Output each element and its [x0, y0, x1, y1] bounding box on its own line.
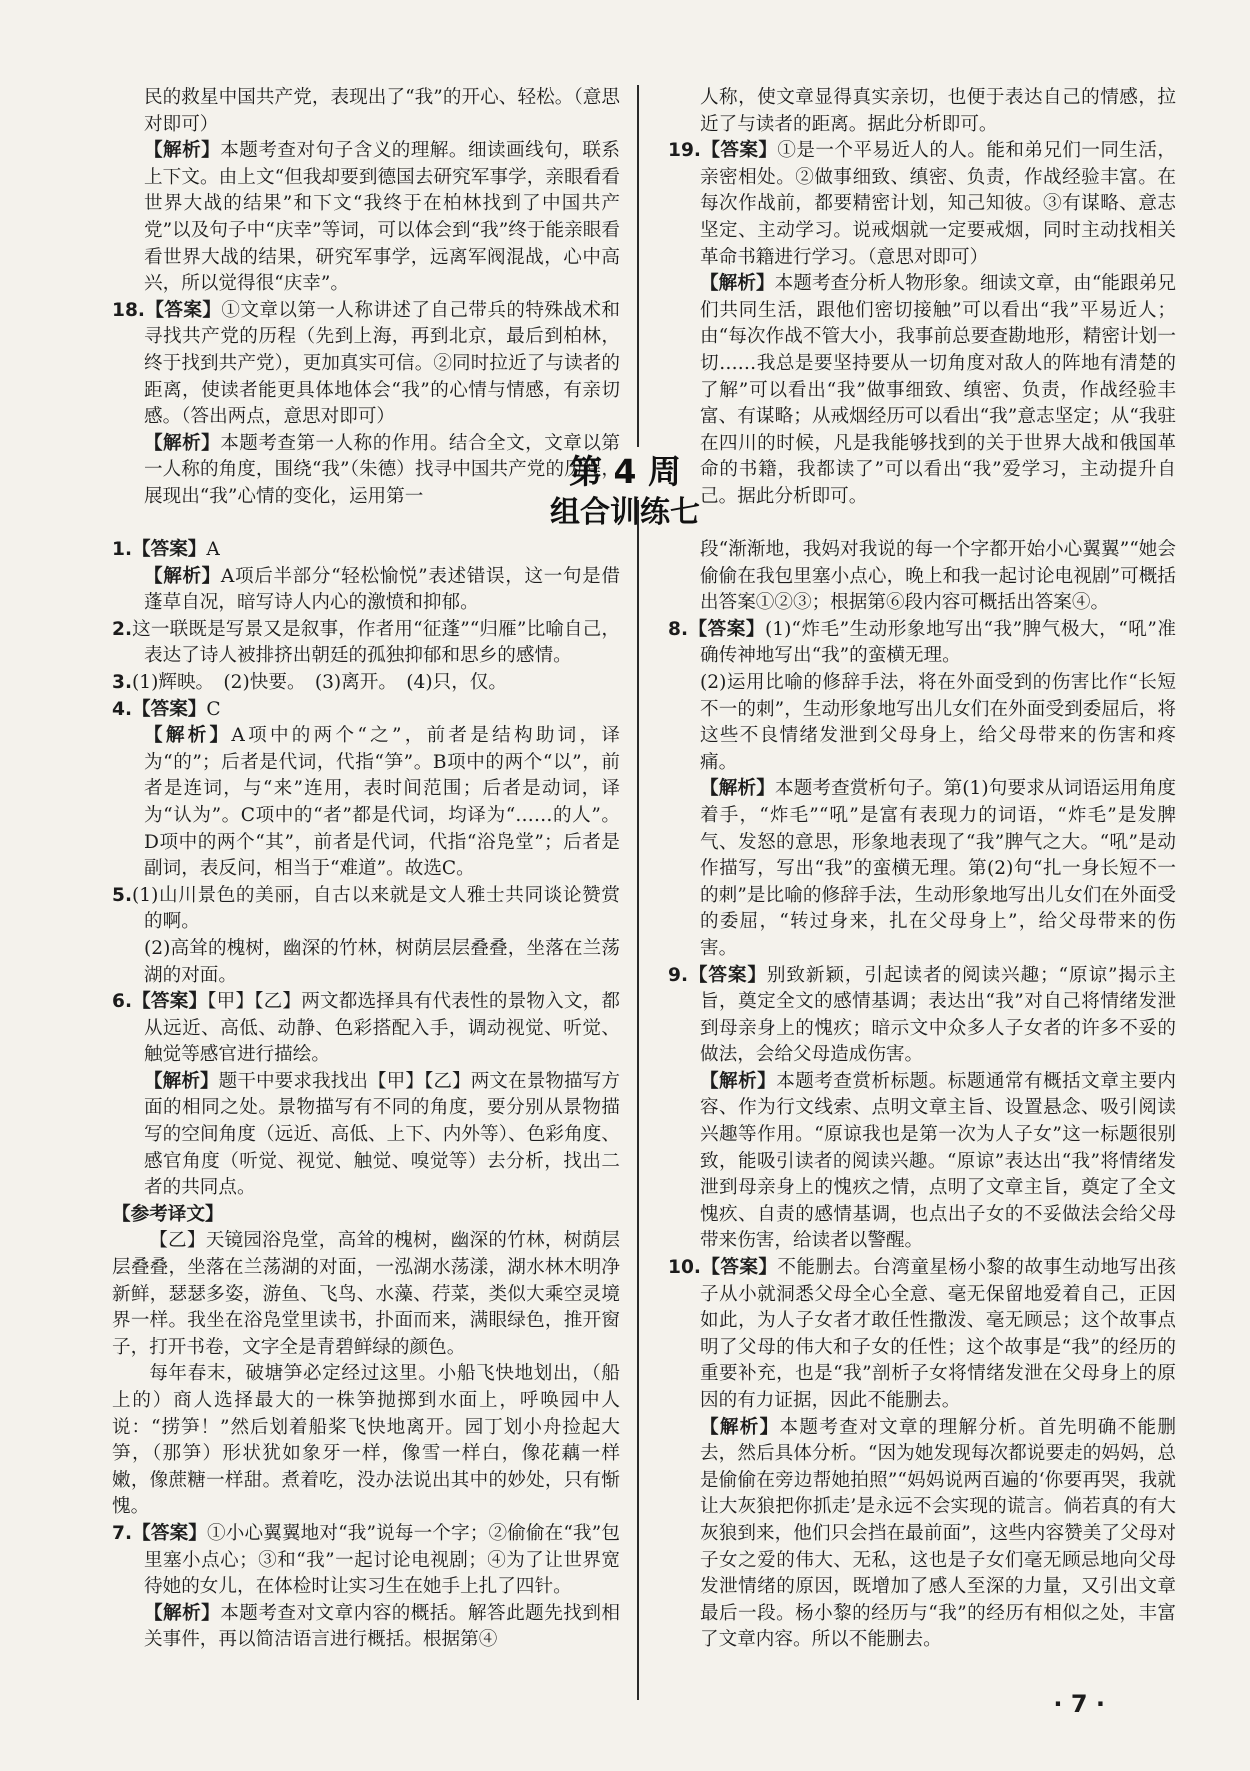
answer-paragraph — [112, 1228, 620, 1361]
answer-label: 18.【答案】 — [112, 299, 222, 321]
answer-paragraph — [668, 670, 1176, 776]
answer-paragraph — [112, 85, 620, 138]
top-left-column — [112, 85, 620, 511]
answer-text: ①文章以第一人称讲述了自己带兵的特殊战术和寻找共产党的历程（先到上海，再到北京，最后到柏林，终于找到共产党），更加真实可信。②同时拉近了与读者的距离，使读者能更具体地体会“我”的心情与情感，有亲切感。（答出两点，意思对即可） — [144, 299, 620, 428]
answer-paragraph — [112, 138, 620, 298]
answer-paragraph — [112, 723, 620, 883]
answer-text: (1)辉映。 (2)快要。 (3)离开。 (4)只，仅。 — [132, 671, 507, 693]
answer-label: 6.【答案】 — [112, 991, 208, 1013]
answer-label: 4.【答案】 — [112, 698, 207, 720]
section-title: 组合训练七 — [550, 495, 700, 530]
answer-paragraph — [112, 1521, 620, 1601]
answer-paragraph — [112, 1361, 620, 1521]
answer-label: 2. — [112, 618, 133, 640]
answer-text: 本题考查对文章的理解分析。首先明确不能删去，然后具体分析。“因为她发现每次都说要走的妈妈，总是偷偷在旁边帮她拍照”“妈妈说两百遍的‘你要再哭，我就让大灰狼把你抓走’是永远不会实现的谎言。倘若真的有大灰狼到来，他们只会挡在最前面”，这些内容赞美了父母对子女之爱的伟大、无私，这也是子女们毫无顾忌地向父母发泄情绪的原因，既增加了感人至深的力量，又引出文章最后一段。杨小黎的经历与“我”的经历有相似之处，丰富了文章内容。所以不能删去。 — [700, 1416, 1176, 1651]
answer-paragraph — [112, 617, 620, 670]
answer-label: 19.【答案】 — [668, 140, 778, 162]
answer-text: ①小心翼翼地对“我”说每一个字；②偷偷在“我”包里塞小点心；③和“我”一起讨论电视剧；④为了让世界宽待她的女儿，在体检时让实习生在她手上扎了四针。 — [144, 1522, 620, 1598]
answer-paragraph — [668, 1255, 1176, 1415]
answer-text: 本题考查对句子含义的理解。细读画线句，联系上下文。由上文“但我却要到德国去研究军事学，亲眼看看世界大战的结果”和下文“我终于在柏林找到了中国共产党”以及句子中“庆幸”等词，可以体会到“我”终于能亲眼看看世界大战的结果，研究军事学，远离军阀混战，心中高兴，所以觉得很“庆幸”。 — [144, 140, 620, 295]
answer-text: 本题考查分析人物形象。细读文章，由“能跟弟兄们共同生活，跟他们密切接触”可以看出“我”平易近人；由“每次作战不管大小，我事前总要查勘地形，精密计划一切……我总是要坚持要从一切角度对敌人的阵地有清楚的了解”可以看出“我”做事细致、缜密、负责，作战经验丰富、有谋略；从戒烟经历可以看出“我”意志坚定；从“我驻在四川的时候，凡是我能够找到的关于世界大战和俄国革命的书籍，我都读了”可以看出“我”爱学习，主动提升自己。据此分析即可。 — [700, 273, 1176, 507]
answer-paragraph — [112, 936, 620, 989]
answer-text: 段“渐渐地，我妈对我说的每一个字都开始小心翼翼”“她会偷偷在我包里塞小点心，晚上和我一起讨论电视剧”可概括出答案①②③；根据第⑥段内容可概括出答案④。 — [700, 539, 1176, 614]
answer-label: 【解析】 — [700, 273, 775, 295]
answer-paragraph — [668, 617, 1176, 670]
answer-label: 7.【答案】 — [112, 1522, 208, 1544]
answer-paragraph — [668, 537, 1176, 617]
answer-text: (2)高耸的槐树，幽深的竹林，树荫层层叠叠，坐落在兰荡湖的对面。 — [144, 937, 620, 986]
answer-text: 人称，使文章显得真实亲切，也便于表达自己的情感，拉近了与读者的距离。据此分析即可。 — [700, 87, 1176, 135]
answer-text: (2)运用比喻的修辞手法，将在外面受到的伤害比作“长短不一的刺”，生动形象地写出儿女们在外面受到委屈后，将这些不良情绪发泄到父母身上，给父母带来的伤害和疼痛。 — [700, 671, 1176, 773]
answer-text: 本题考查对文章内容的概括。解答此题先找到相关事件，再以简洁语言进行概括。根据第④ — [144, 1602, 620, 1651]
answer-label: 【解析】 — [144, 1070, 219, 1092]
answer-text: 别致新颖，引起读者的阅读兴趣；“原谅”揭示主旨，奠定全文的感情基调；表达出“我”对自己将情绪发泄到母亲身上的愧疚；暗示文中众多人子女者的许多不妥的做法，会给父母造成伤害。 — [700, 964, 1176, 1066]
answer-label: 5. — [112, 884, 133, 906]
answer-label: 【解析】 — [144, 565, 221, 587]
answer-label: 【解析】 — [144, 1602, 221, 1624]
answer-text: ①是一个平易近人的人。能和弟兄们一同生活，亲密相处。②做事细致、缜密、负责，作战经验丰富。在每次作战前，都要精密计划，知己知彼。③有谋略、意志坚定、主动学习。说戒烟就一定要戒烟，同时主动找相关革命书籍进行学习。（意思对即可） — [700, 140, 1176, 268]
answer-label: 【解析】 — [144, 432, 221, 454]
answer-text: 题干中要求我找出【甲】【乙】两文在景物描写方面的相同之处。景物描写有不同的角度，要分别从景物描写的空间角度（远近、高低、上下、内外等）、色彩角度、感官角度（听觉、视觉、触觉、嗅觉等）去分析，找出二者的共同点。 — [144, 1070, 620, 1199]
top-right-column — [668, 85, 1176, 511]
answer-paragraph — [112, 1601, 620, 1654]
answer-text: (1)山川景色的美丽，自古以来就是文人雅士共同谈论赞赏的啊。 — [132, 884, 620, 933]
answer-paragraph — [112, 537, 620, 564]
answer-text: 【乙】天镜园浴凫堂，高耸的槐树，幽深的竹林，树荫层层叠叠，坐落在兰荡湖的对面，一泓湖水荡漾，湖水林木明净新鲜，瑟瑟多姿，游鱼、飞鸟、水藻、荇菜，类似大乘空灵境界一样。我坐在浴凫堂里读书，扑面而来，满眼绿色，推开窗子，打开书卷，文字全是青碧鲜绿的颜色。 — [112, 1230, 620, 1358]
answer-paragraph — [112, 670, 620, 697]
answer-text: 民的救星中国共产党，表现出了“我”的开心、轻松。（意思对即可） — [144, 87, 620, 135]
answer-text: (1)“炸毛”生动形象地写出“我”脾气极大，“吼”准确传神地写出“我”的蛮横无理。 — [700, 618, 1176, 667]
answer-text: 不能删去。台湾童星杨小黎的故事生动地写出孩子从小就洞悉父母全心全意、毫无保留地爱着自己，正因如此，为人子女者才敢任性撒泼、毫无顾忌；这个故事点明了父母的伟大和子女的任性；这个故事是“我”的经历的重要补充，也是“我”剖析子女将情绪发泄在父母身上的原因的有力证据，因此不能删去。 — [700, 1257, 1176, 1411]
answer-paragraph — [112, 1202, 620, 1229]
week-heading: 第 4 周 — [569, 452, 681, 491]
answer-paragraph — [112, 883, 620, 936]
answer-label: 【解析】 — [700, 778, 775, 800]
column-divider-top — [637, 85, 639, 447]
answer-text: A项中的两个“之”，前者是结构助词，译为“的”；后者是代词，代指“笋”。B项中的两个“以”，前者是连词，与“来”连用，表时间范围；后者是动词，译为“认为”。C项中的“者”都是代词，均译为“……的人”。D项中的两个“其”，前者是代词，代指“浴凫堂”；后者是副词，表反问，相当于“难道”。故选C。 — [144, 725, 620, 880]
answer-paragraph — [668, 138, 1176, 271]
answer-paragraph — [668, 776, 1176, 962]
answer-text: C — [206, 698, 221, 720]
answer-text: 每年春末，破塘笋必定经过这里。小船飞快地划出，（船上的）商人选择最大的一株笋抛掷到水面上，呼唤园中人说：“捞笋！”然后划着船桨飞快地离开。园丁划小舟捡起大笋，（那笋）形状犹如象牙一样，像雪一样白，像花藕一样嫩，像蔗糖一样甜。煮着吃，没办法说出其中的妙处，只有惭愧。 — [112, 1363, 620, 1518]
answer-label: 【解析】 — [144, 140, 221, 162]
answer-label: 【参考译文】 — [112, 1203, 224, 1225]
answer-text: 本题考查赏析句子。第(1)句要求从词语运用角度着手，“炸毛”“吼”是富有表现力的词语，“炸毛”是发脾气、发怒的意思，形象地表现了“我”脾气之大。“吼”是动作描写，写出“我”的蛮横无理。第(2)句“扎一身长短不一的刺”是比喻的修辞手法，生动形象地写出儿女们在外面受的委屈，“转过身来，扎在父母身上”，给父母带来的伤害。 — [700, 778, 1176, 959]
answer-paragraph — [112, 989, 620, 1069]
answer-paragraph — [668, 963, 1176, 1069]
answer-paragraph — [112, 298, 620, 431]
answer-label: 3. — [112, 671, 133, 693]
column-divider-bottom — [637, 500, 639, 1700]
answer-label: 8.【答案】 — [668, 618, 765, 640]
answer-paragraph — [668, 1415, 1176, 1654]
answer-paragraph — [112, 564, 620, 617]
answer-paragraph — [112, 1069, 620, 1202]
answer-label: 【解析】 — [700, 1416, 780, 1438]
page-number: · 7 · — [1053, 1690, 1105, 1718]
answer-label: 【解析】 — [700, 1070, 777, 1092]
answer-paragraph — [668, 1069, 1176, 1255]
answer-text: 【甲】【乙】两文都选择具有代表性的景物入文，都从远近、高低、动静、色彩搭配入手，调动视觉、听觉、触觉等感官进行描绘。 — [144, 991, 620, 1066]
answer-label: 9.【答案】 — [668, 964, 767, 986]
answer-text: 本题考查第一人称的作用。结合全文，文章以第一人称的角度，围绕“我”（朱德）找寻中国共产党的历程，展现出“我”心情的变化，运用第一 — [144, 432, 620, 507]
answer-label: 10.【答案】 — [668, 1257, 778, 1279]
bottom-right-column — [668, 537, 1176, 1654]
answer-text: 这一联既是写景又是叙事，作者用“征蓬”“归雁”比喻自己，表达了诗人被排挤出朝廷的孤独抑郁和思乡的感情。 — [132, 618, 620, 667]
answer-label: 【解析】 — [144, 725, 232, 747]
answer-paragraph — [112, 697, 620, 724]
bottom-left-column — [112, 537, 620, 1654]
answer-text: A项后半部分“轻松愉悦”表述错误，这一句是借蓬草自况，暗写诗人内心的激愤和抑郁。 — [144, 565, 620, 614]
answer-text: A — [206, 539, 220, 560]
answer-label: 1.【答案】 — [112, 539, 207, 560]
answer-text: 本题考查赏析标题。标题通常有概括文章主要内容、作为行文线索、点明文章主旨、设置悬念、吸引阅读兴趣等作用。“原谅我也是第一次为人子女”这一标题很别致，能吸引读者的阅读兴趣。“原谅”表达出“我”将情绪发泄到母亲身上的愧疚之情，点明了文章主旨，奠定了全文愧疚、自责的感情基调，也点出子女的不妥做法会给父母带来伤害，给读者以警醒。 — [700, 1070, 1176, 1252]
answer-paragraph — [668, 85, 1176, 138]
